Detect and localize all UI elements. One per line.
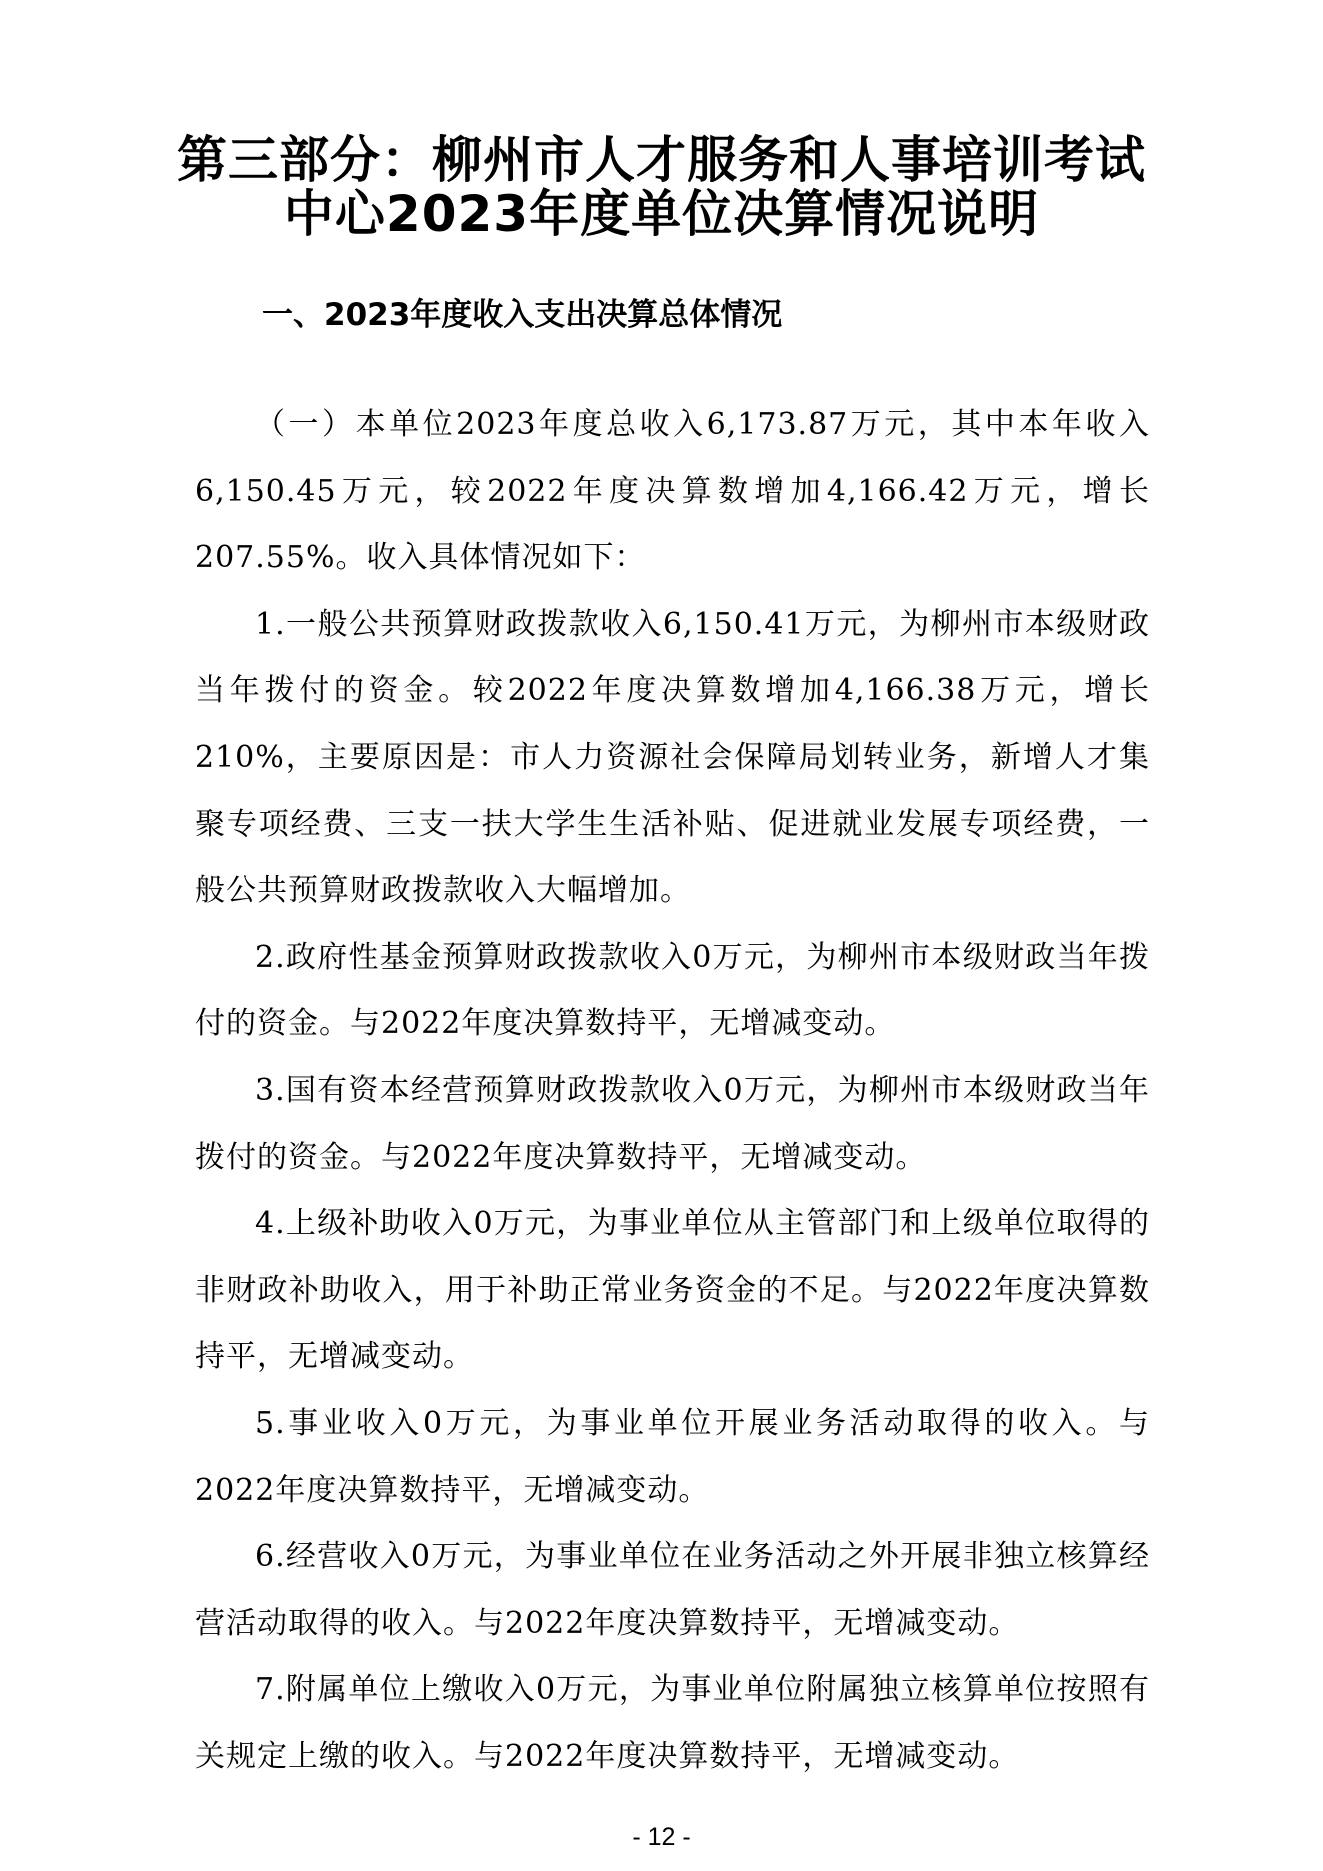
document-title-line-1: 第三部分：柳州市人才服务和人事培训考试 (177, 131, 1146, 189)
document-body (195, 392, 1150, 1790)
document-title-line-2: 中心2023年度单位决算情况说明 (283, 185, 1040, 243)
paragraph-operating-income: 6.经营收入0万元，为事业单位在业务活动之外开展非独立核算经营活动取得的收入。与2022年度决算数持平，无增减变动。 (195, 1539, 1150, 1641)
paragraph-state-capital: 3.国有资本经营预算财政拨款收入0万元，为柳州市本级财政当年拨付的资金。与2022年度决算数持平，无增减变动。 (195, 1072, 1150, 1175)
page-number: - 12 - (632, 1823, 691, 1851)
paragraph-total-income: （一）本单位2023年度总收入6,173.87万元，其中本年收入6,150.45万元，较2022年度决算数增加4,166.42万元，增长207.55%。收入具体情况如下： (195, 407, 1150, 576)
paragraph-general-budget: 1.一般公共预算财政拨款收入6,150.41万元，为柳州市本级财政当年拨付的资金。较2022年度决算数增加4,166.38万元，增长210%，主要原因是：市人力资源社会保障局划转业务，新增人才集聚专项经费、三支一扶大学生生活补贴、促进就业发展专项经费，一般公共预算财政拨款收入大幅增加。 (195, 606, 1150, 909)
section-heading: 一、2023年度收入支出决算总体情况 (262, 297, 783, 333)
paragraph-affiliated-income: 7.附属单位上缴收入0万元，为事业单位附属独立核算单位按照有关规定上缴的收入。与2022年度决算数持平，无增减变动。 (195, 1672, 1150, 1774)
paragraph-business-income: 5.事业收入0万元，为事业单位开展业务活动取得的收入。与2022年度决算数持平，无增减变动。 (195, 1405, 1150, 1508)
paragraph-superior-subsidy: 4.上级补助收入0万元，为事业单位从主管部门和上级单位取得的非财政补助收入，用于补助正常业务资金的不足。与2022年度决算数持平，无增减变动。 (195, 1206, 1150, 1375)
paragraph-government-fund: 2.政府性基金预算财政拨款收入0万元，为柳州市本级财政当年拨付的资金。与2022年度决算数持平，无增减变动。 (195, 939, 1150, 1042)
